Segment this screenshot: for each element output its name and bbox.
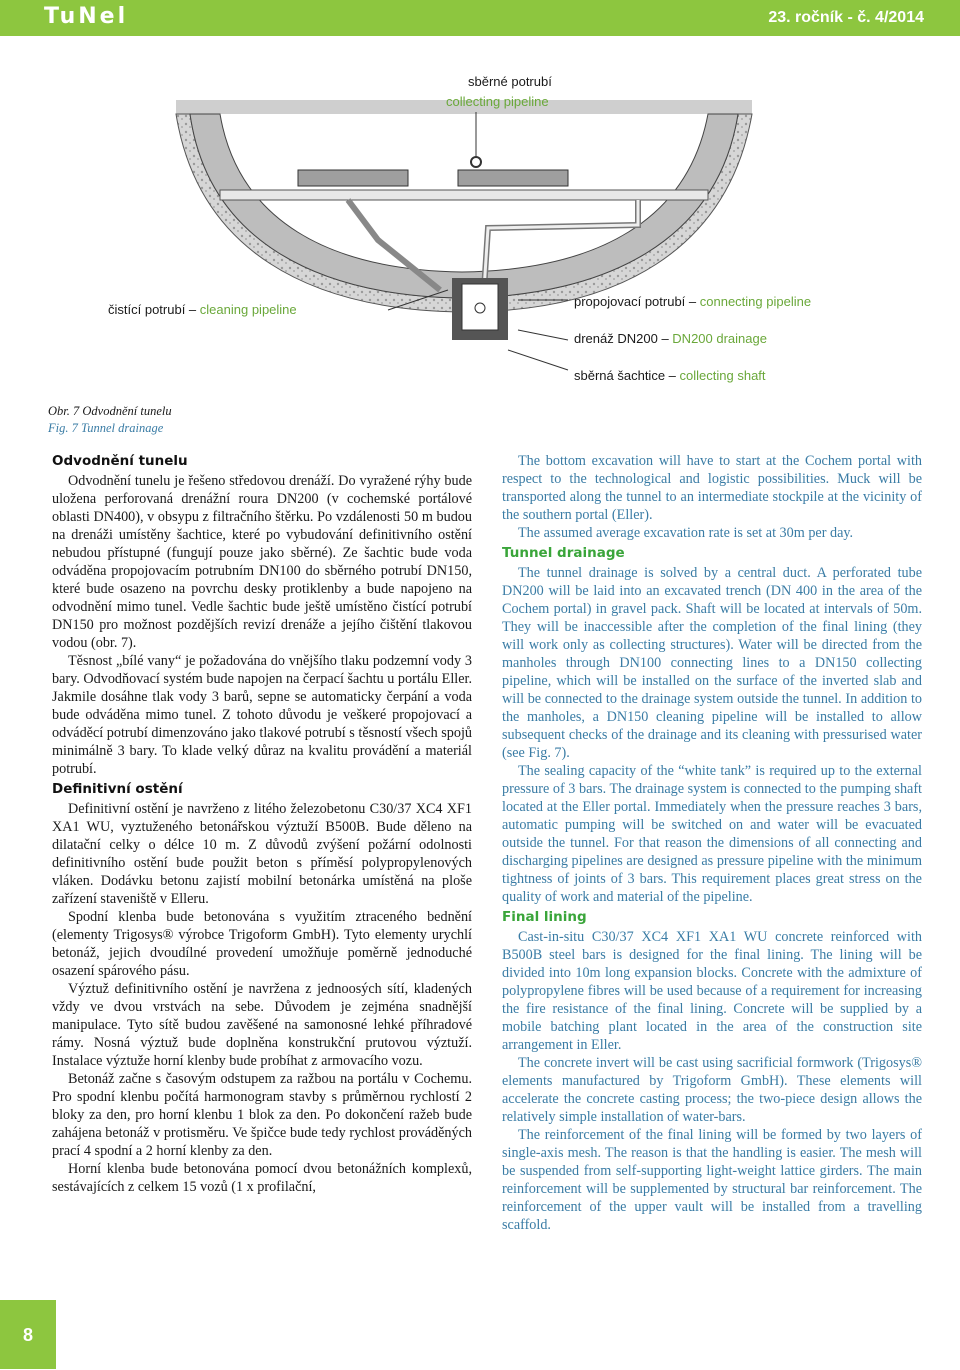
paragraph: Těsnost „bílé vany“ je požadována do vnějšího tlaku podzemní vody 3 bary. Odvodňovací systém bude napojen na čerpací šachtu u portálu Eller. Jakmile dosáhne tlak vody 3 barů, sepne se automaticky čerpání a voda bude odváděna mimo tunel. Z tohoto důvodu je veškeré propojovací a odváděcí potrubí dimenzováno jako tlakové potrubí s těsností všech spojů minimálně 3 bary. To klade velký důraz na kvalitu provádění a materiál potrubí.: [52, 653, 472, 777]
paragraph: Odvodnění tunelu je řešeno středovou drenáží. Do vyražené rýhy bude uložena perforovaná drenážní roura DN200 (v cochemské portálové oblasti DN400), v obsypu z filtračního štěrku. Po vzdálenosti 50 m budou na drenáži umístěny šachtice, které po vybudování definitivního ostění nebudou přístupné (fungují pouze jako sběrné). Ze šachtic bude voda odváděna propojovacím potrubním DN100 do sběrného potrubí DN150, které bude osazeno na povrchu desky protiklenby a bude napojeno na odvodnění mimo tunel. Vedle šachtic bude ještě umístěno čistící potrubí DN150 pro možnost pozdějších revizí drenáže a jejího čištění tlakovou vodou (obr. 7).: [52, 473, 472, 651]
track-left: [298, 170, 408, 186]
paragraph: The assumed average excavation rate is set at 30m per day.: [518, 525, 854, 541]
figure-caption-en: Fig. 7 Tunnel drainage: [48, 421, 164, 435]
issue-label: 23. ročník - č. 4/2014: [768, 9, 924, 26]
figure-tunnel-drainage: [48, 50, 912, 402]
paragraph: Horní klenba bude betonována pomocí dvou betonážních komplexů, sestávajících z celkem 15 vozů (1 x profilační,: [52, 1161, 472, 1195]
paragraph: The tunnel drainage is solved by a central duct. A perforated tube DN200 will be laid into an excavated trench (DN 400 in the area of the Cochem portal) in gravel pack. Shaft will be located at intervals of 50m. They will be inaccessible after the completion of the final lining (they will work only as collecting structures). Water will be directed from the manholes through DN100 connecting lines to a DN150 collecting pipeline, which will be installed on the surface of the inverted slab and will be connected to the drainage system outside the tunnel. In addition to the manholes, a DN150 cleaning pipeline will be installed to allow subsequent checks of the drainage and its cleaning with pressurised water (see Fig. 7).: [502, 565, 922, 761]
heading-odvodneni: Odvodnění tunelu: [52, 453, 188, 469]
concrete-invert: [190, 114, 738, 298]
paragraph: The reinforcement of the final lining will be formed by two layers of single-axis mesh. The reason is that the handling is easier. The mesh will be suspended from self-supporting light-weight lattice girders. The main reinforcement will be supplemented by structural bar reinforcement. The reinforcement of the upper vault will be installed from a travelling scaffold.: [502, 1127, 922, 1233]
label-collecting-pipeline-cz: sběrné potrubí: [468, 74, 552, 89]
paragraph: Definitivní ostění je navrženo z litého železobetonu C30/37 XC4 XF1 XA1 WU, vyztuženého betonářskou výztuží B500B. Bude děleno na dilatační celky o délce 10 m. Z důvodů zvýšení požární odolnosti definitivního ostění bude použit beton s příměsí polypropylenových vláken. Dodávku betonu zajistí mobilní betonárka umístěná na ploše zařízení staveniště v Elleru.: [52, 801, 472, 907]
page-number: 8: [0, 1300, 56, 1369]
track-right: [458, 170, 568, 186]
paragraph: The sealing capacity of the “white tank” is required up to the external pressure of 3 bars. The drainage system is connected to the pumping shaft located at the Eller portal. Immediately when the pressure reaches 3 bars, automatic pumping will be switched on and water will be evacuated outside the tunnel. For that reason the dimensions of all connecting and discharging pipelines are designed as pressure pipeline with the minimum tightness of joints of 3 bars. This requirement places great stress on the quality of work and material of the pipeline.: [502, 763, 922, 905]
right-column-english: [502, 452, 922, 1234]
label-drainage-en: DN200 drainage: [672, 331, 767, 346]
label-cleaning-pipeline: [108, 302, 297, 317]
label-connecting-pipeline: [574, 294, 811, 309]
label-cleaning-cz: čistící potrubí –: [108, 302, 197, 317]
left-column-czech: [52, 450, 472, 1196]
label-connecting-cz: propojovací potrubí –: [574, 294, 697, 309]
paragraph: Cast-in-situ C30/37 XC4 XF1 XA1 WU concrete reinforced with B500B steel bars is designed for the final lining. The lining will be divided into 10m long expansion blocks. Concrete with the admixture of polypropylene fibres will be used because of a requirement for increasing the fire resistance of the final lining. Concrete will be supplied by a mobile batching plant located in the area of the construction site arrangement in Eller.: [502, 929, 922, 1053]
label-shaft-en: collecting shaft: [679, 368, 766, 383]
label-drainage: [574, 331, 767, 346]
page-header: [0, 0, 960, 36]
magazine-logo: TuNel: [44, 4, 129, 29]
paragraph: Spodní klenba bude betonována s využitím ztraceného bednění (elementy Trigosys® výrobce Trigoform GmbH). Tyto elementy urychlí betonáž, jejich dvoudílné provedení umožňuje poměrně jednoduché osazení spárového pásu.: [52, 909, 472, 979]
heading-definitivni-osteni: Definitivní ostění: [52, 781, 183, 797]
label-cleaning-en: cleaning pipeline: [199, 302, 297, 317]
label-connecting-en: connecting pipeline: [699, 294, 812, 309]
collecting-pipe: [471, 157, 481, 167]
label-collecting-pipeline-en: collecting pipeline: [446, 94, 549, 109]
label-shaft-cz: sběrná šachtice –: [574, 368, 676, 383]
paragraph: The concrete invert will be cast using sacrificial formwork (Trigosys® elements manufactured by Trigoform GmbH). These elements will accelerate the concrete casting process; the two-piece design allows the relatively simple installation of water-bars.: [502, 1055, 922, 1125]
heading-final-lining: Final lining: [502, 909, 587, 925]
invert-slab: [220, 190, 708, 200]
heading-tunnel-drainage: Tunnel drainage: [502, 545, 625, 561]
paragraph: Betonáž začne s časovým odstupem za ražbou na portálu v Cochemu. Pro spodní klenbu počítá harmonogram stavby s průměrnou rychlostí 2 bloky za den, pro horní klenbu 1 blok za den. Po dokončení ražeb bude zahájena betonáž v protisměru. Ve špičce bude tedy rychlost prováděných prací 4 spodní a 2 horní klenby za den.: [52, 1071, 472, 1159]
label-collecting-shaft: [574, 368, 766, 383]
paragraph: The bottom excavation will have to start at the Cochem portal with respect to the technological and logistic possibilities. Muck will be transported along the tunnel to an intermediate stockpile at the vicinity of the southern portal (Eller).: [502, 453, 922, 523]
label-drainage-cz: drenáž DN200 –: [574, 331, 669, 346]
paragraph: Výztuž definitivního ostění je navržena z jednoosých sítí, kladených vždy ve dvou vrstvách na sebe. Důvodem je zejména snadnější manipulace. Tyto sítě budou zavěšené na samonosné lehké příhradové rámy. Nosná výztuž bude doplněna konstrukční prutovou výztuží. Instalace výztuže horní klenby bude probíhat z armovacího vozu.: [52, 981, 472, 1069]
figure-caption-cz: Obr. 7 Odvodnění tunelu: [48, 404, 172, 418]
